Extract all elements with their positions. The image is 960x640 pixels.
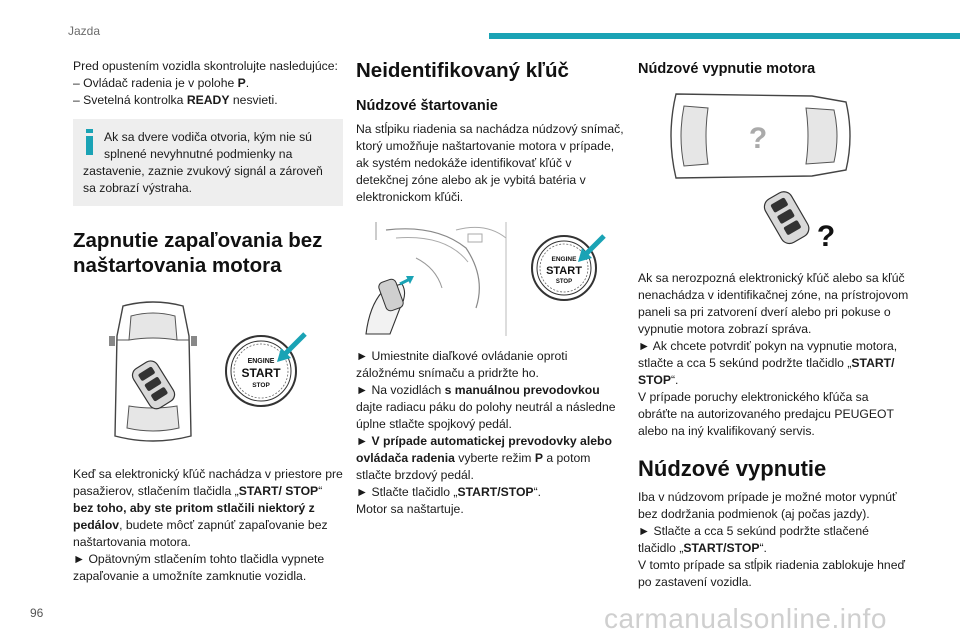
question-mark-car: ? (748, 122, 768, 155)
button-label-start: START (546, 265, 582, 277)
paragraph-key-fault: V prípade poruchy elektronického kľúča sa obráťte na autorizovaného predajcu PEUGEOT alebo na iný kvalifikovaný servis. (638, 390, 894, 438)
paragraph-emergency-only: Iba v núdzovom prípade je možné motor vypnúť bez dodržania podmienok (aj počas jazdy). (638, 490, 897, 521)
subheading-emergency-start: Núdzové štartovanie (356, 98, 498, 114)
button-label-engine: ENGINE (247, 358, 275, 365)
paragraph-confirm-stop: ► Ak chcete potvrdiť pokyn na vypnutie motora, stlačte a cca 5 sekúnd podržte tlačidlo „START/ STOP“. (638, 339, 898, 387)
press-arrow-icon (578, 236, 604, 262)
paragraph-engine-starts: Motor sa naštartuje. (356, 502, 464, 516)
button-label-stop: STOP (555, 279, 573, 285)
info-text-line-2: splnené nevyhnutné podmienky na (104, 147, 293, 161)
watermark: carmanualsonline.info (604, 603, 887, 634)
engine-start-stop-button-icon (226, 336, 296, 406)
header-accent-bar (489, 33, 960, 39)
info-text-line-1: Ak sa dvere vodiča otvoria, kým nie sú (104, 130, 312, 144)
paragraph-press-start: ► Stlačte tlačidlo „START/STOP“. (356, 485, 542, 499)
paragraph-ignition-off: ► Opätovným stlačením tohto tlačidla vypnete zapaľovanie a umožníte zamknutie vozidla. (73, 552, 325, 583)
paragraph-manual-gearbox: ► Na vozidlách s manuálnou prevodovkou dajte radiacu páku do polohy neutrál a následne úplne stlačte spojkový pedál. (356, 383, 616, 431)
paragraph-hold-remote: ► Umiestnite diaľkové ovládanie oproti záložnému snímaču a pridržte ho. (356, 349, 568, 380)
paragraph-press-hold: ► Stlačte a cca 5 sekúnd podržte stlačené tlačidlo „START/STOP“. (638, 524, 869, 555)
engine-start-stop-button-icon (532, 236, 596, 300)
paragraph-emergency-start: Na stĺpiku riadenia sa nachádza núdzový snímač, ktorý umožňuje naštartovanie motora v prípade, ak systém nedokáže identifikovať kľúč v detekčnej zóne alebo ak je vybitá batéria v elektronickom kľúči. (356, 122, 624, 204)
hand-holding-key-icon (366, 276, 414, 334)
intro-text: Pred opustením vozidla skontrolujte nasledujúce: (73, 59, 338, 73)
question-mark-key: ? (816, 220, 836, 253)
figure-unidentified-key (638, 88, 910, 256)
figure-steering-column-sensor (356, 218, 626, 336)
figure-car-key-button (73, 296, 343, 454)
info-box (73, 119, 343, 206)
check-item-1: – Ovládač radenia je v polohe P. (73, 76, 250, 90)
button-label-start: START (241, 366, 281, 380)
header-title: Jazda (68, 24, 101, 38)
check-item-2: – Svetelná kontrolka READY nesvieti. (73, 93, 278, 107)
column-1 (73, 58, 343, 585)
paragraph-automatic-gearbox: ► V prípade automatickej prevodovky alebo ovládača radenia vyberte režim P a potom stlačte brzdový pedál. (356, 434, 612, 482)
paragraph-steering-lock: V tomto prípade sa stĺpik riadenia zablokuje hneď po zastavení vozidla. (638, 558, 905, 589)
button-label-stop: STOP (252, 382, 270, 389)
column-3 (638, 58, 910, 591)
section-heading-unidentified-key: Neidentifikovaný kľúč (356, 59, 569, 82)
page-number: 96 (30, 606, 44, 620)
key-fob-icon (761, 188, 812, 246)
section-heading-ignition: Zapnutie zapaľovania bez naštartovania motora (73, 229, 323, 277)
subheading-emergency-stop-engine: Núdzové vypnutie motora (638, 61, 816, 77)
paragraph-key-not-recognized: Ak sa nerozpozná elektronický kľúč alebo sa kľúč nenachádza v identifikačnej zóne, na prístrojovom paneli sa pri zatvorení dverí alebo pri pokuse o vypnutie motora zobrazí správa. (638, 271, 909, 336)
info-icon (84, 129, 95, 155)
section-heading-emergency-stop: Núdzové vypnutie (638, 456, 827, 481)
paragraph-ignition: Keď sa elektronický kľúč nachádza v priestore pre pasažierov, stlačením tlačidla „START/ STOP“ bez toho, aby ste pritom stlačili niektorý z pedálov, budete môcť zapnúť zapaľovanie bez naštartovania motora. (73, 467, 343, 549)
column-2 (356, 58, 626, 518)
info-text-rest: zastavenie, zaznie zvukový signál a zároveň sa zobrazí výstraha. (83, 164, 323, 195)
button-label-engine: ENGINE (551, 256, 577, 263)
